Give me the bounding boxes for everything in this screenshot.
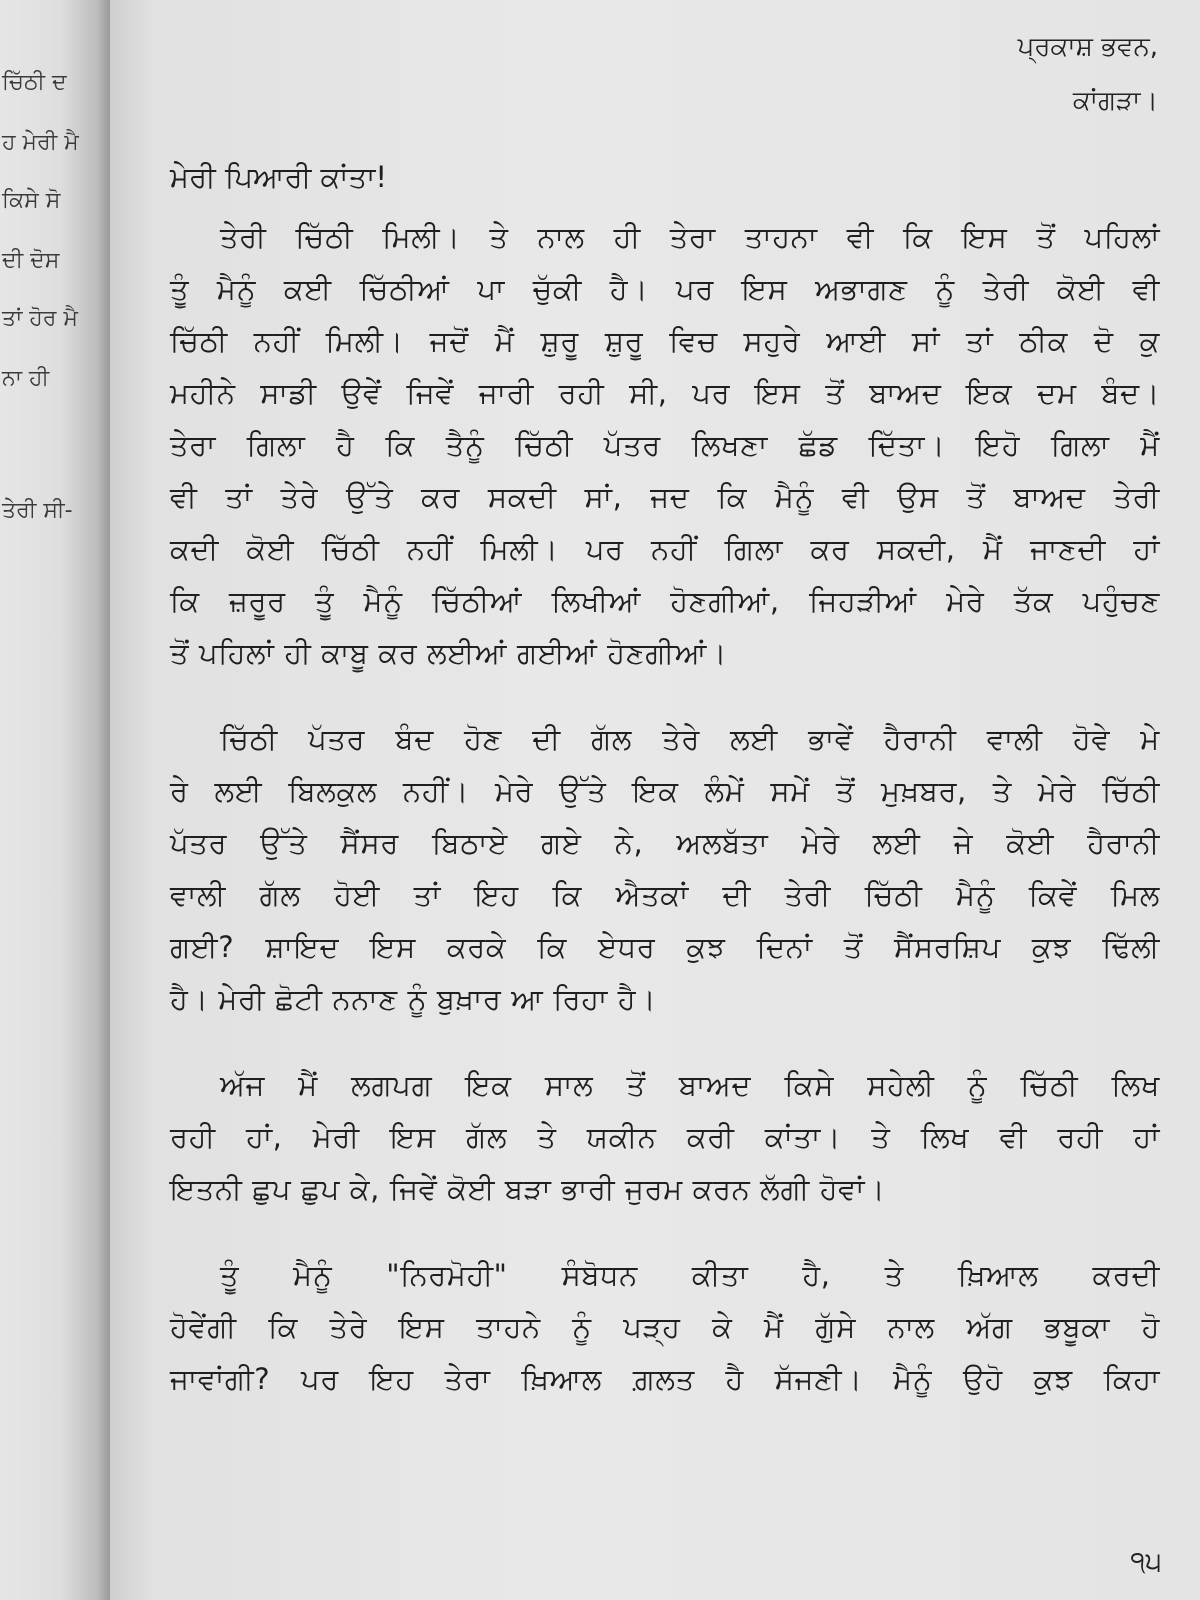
paragraph-3-line: ਅੱਜ ਮੈਂ ਲਗਪਗ ਇਕ ਸਾਲ ਤੋਂ ਬਾਅਦ ਕਿਸੇ ਸਹੇਲੀ ਨੂੰ ਚਿੱਠੀ ਲਿਖ bbox=[220, 1068, 1160, 1102]
page-number: ੧੫ bbox=[1130, 1545, 1162, 1578]
paragraph-4-line: ਤੂੰ ਮੈਨੂੰ "ਨਿਰਮੋਹੀ" ਸੰਬੋਧਨ ਕੀਤਾ ਹੈ, ਤੇ ਖ਼ਿਆਲ ਕਰਦੀ bbox=[220, 1258, 1160, 1292]
paragraph-1-line: ਕਦੀ ਕੋਈ ਚਿੱਠੀ ਨਹੀਂ ਮਿਲੀ। ਪਰ ਨਹੀਂ ਗਿਲਾ ਕਰ ਸਕਦੀ, ਮੈਂ ਜਾਣਦੀ ਹਾਂ bbox=[170, 532, 1160, 566]
paragraph-3-line: ਰਹੀ ਹਾਂ, ਮੇਰੀ ਇਸ ਗੱਲ ਤੇ ਯਕੀਨ ਕਰੀ ਕਾਂਤਾ। ਤੇ ਲਿਖ ਵੀ ਰਹੀ ਹਾਂ bbox=[170, 1120, 1160, 1154]
paragraph-1-line: ਕਿ ਜ਼ਰੂਰ ਤੂੰ ਮੈਨੂੰ ਚਿੱਠੀਆਂ ਲਿਖੀਆਂ ਹੋਣਗੀਆਂ, ਜਿਹੜੀਆਂ ਮੇਰੇ ਤੱਕ ਪਹੁੰਚਣ bbox=[170, 584, 1160, 618]
left-page-fragment: ਤਾਂ ਹੋਰ ਮੈ bbox=[2, 306, 78, 331]
sender-address-line-1: ਪ੍ਰਕਾਸ਼ ਭਵਨ, bbox=[1017, 32, 1158, 62]
left-page-fragment: ਦੀ ਦੋਸ bbox=[2, 248, 60, 273]
paragraph-3-line: ਇਤਨੀ ਛੁਪ ਛੁਪ ਕੇ, ਜਿਵੇਂ ਕੋਈ ਬੜਾ ਭਾਰੀ ਜੁਰਮ ਕਰਨ ਲੱਗੀ ਹੋਵਾਂ। bbox=[170, 1172, 886, 1206]
paragraph-1-line: ਤੇਰੀ ਚਿੱਠੀ ਮਿਲੀ। ਤੇ ਨਾਲ ਹੀ ਤੇਰਾ ਤਾਹਨਾ ਵੀ ਕਿ ਇਸ ਤੋਂ ਪਹਿਲਾਂ bbox=[220, 220, 1160, 254]
paragraph-1-line: ਮਹੀਨੇ ਸਾਡੀ ਉਵੇਂ ਜਿਵੇਂ ਜਾਰੀ ਰਹੀ ਸੀ, ਪਰ ਇਸ ਤੋਂ ਬਾਅਦ ਇਕ ਦਮ ਬੰਦ। bbox=[170, 376, 1160, 410]
paragraph-1-line: ਤੇਰਾ ਗਿਲਾ ਹੈ ਕਿ ਤੈਨੂੰ ਚਿੱਠੀ ਪੱਤਰ ਲਿਖਣਾ ਛੱਡ ਦਿੱਤਾ। ਇਹੋ ਗਿਲਾ ਮੈਂ bbox=[170, 428, 1160, 462]
letter-salutation: ਮੇਰੀ ਪਿਆਰੀ ਕਾਂਤਾ! bbox=[170, 160, 387, 194]
left-page-edge bbox=[0, 0, 110, 1600]
left-page-fragment: ਤੇਰੀ ਸੀ- bbox=[2, 498, 73, 523]
left-page-fragment: ਨਾ ਹੀ bbox=[2, 366, 50, 391]
paragraph-1-line: ਤੋਂ ਪਹਿਲਾਂ ਹੀ ਕਾਬੂ ਕਰ ਲਈਆਂ ਗਈਆਂ ਹੋਣਗੀਆਂ। bbox=[170, 636, 728, 670]
paragraph-2-line: ਚਿੱਠੀ ਪੱਤਰ ਬੰਦ ਹੋਣ ਦੀ ਗੱਲ ਤੇਰੇ ਲਈ ਭਾਵੇਂ ਹੈਰਾਨੀ ਵਾਲੀ ਹੋਵੇ ਮੇ bbox=[220, 722, 1160, 756]
paragraph-1-line: ਵੀ ਤਾਂ ਤੇਰੇ ਉੱਤੇ ਕਰ ਸਕਦੀ ਸਾਂ, ਜਦ ਕਿ ਮੈਨੂੰ ਵੀ ਉਸ ਤੋਂ ਬਾਅਦ ਤੇਰੀ bbox=[170, 480, 1160, 514]
sender-address-line-2: ਕਾਂਗੜਾ। bbox=[1072, 86, 1158, 116]
paragraph-2-line: ਵਾਲੀ ਗੱਲ ਹੋਈ ਤਾਂ ਇਹ ਕਿ ਐਤਕਾਂ ਦੀ ਤੇਰੀ ਚਿੱਠੀ ਮੈਨੂੰ ਕਿਵੇਂ ਮਿਲ bbox=[170, 878, 1160, 912]
left-page-fragment: ਹ ਮੇਰੀ ਮੈ bbox=[2, 130, 79, 155]
paragraph-2-line: ਪੱਤਰ ਉੱਤੇ ਸੈਂਸਰ ਬਿਠਾਏ ਗਏ ਨੇ, ਅਲਬੱਤਾ ਮੇਰੇ ਲਈ ਜੇ ਕੋਈ ਹੈਰਾਨੀ bbox=[170, 826, 1160, 860]
paragraph-2-line: ਹੈ। ਮੇਰੀ ਛੋਟੀ ਨਨਾਣ ਨੂੰ ਬੁਖ਼ਾਰ ਆ ਰਿਹਾ ਹੈ। bbox=[170, 982, 657, 1016]
paragraph-2-line: ਰੇ ਲਈ ਬਿਲਕੁਲ ਨਹੀਂ। ਮੇਰੇ ਉੱਤੇ ਇਕ ਲੰਮੇਂ ਸਮੇਂ ਤੋਂ ਮੁਖ਼ਬਰ, ਤੇ ਮੇਰੇ ਚਿੱਠੀ bbox=[170, 774, 1160, 808]
left-page-fragment: ਚਿੱਠੀ ਦ bbox=[2, 70, 67, 95]
paragraph-4-line: ਹੋਵੇਂਗੀ ਕਿ ਤੇਰੇ ਇਸ ਤਾਹਨੇ ਨੂੰ ਪੜ੍ਹ ਕੇ ਮੈਂ ਗੁੱਸੇ ਨਾਲ ਅੱਗ ਭਬੂਕਾ ਹੋ bbox=[170, 1310, 1160, 1344]
paragraph-1-line: ਤੂੰ ਮੈਨੂੰ ਕਈ ਚਿੱਠੀਆਂ ਪਾ ਚੁੱਕੀ ਹੈ। ਪਰ ਇਸ ਅਭਾਗਣ ਨੂੰ ਤੇਰੀ ਕੋਈ ਵੀ bbox=[170, 272, 1160, 306]
paragraph-2-line: ਗਈ? ਸ਼ਾਇਦ ਇਸ ਕਰਕੇ ਕਿ ਏਧਰ ਕੁਝ ਦਿਨਾਂ ਤੋਂ ਸੈਂਸਰਸ਼ਿਪ ਕੁਝ ਢਿੱਲੀ bbox=[170, 930, 1160, 964]
paragraph-1-line: ਚਿੱਠੀ ਨਹੀਂ ਮਿਲੀ। ਜਦੋਂ ਮੈਂ ਸ਼ੁਰੂ ਸ਼ੁਰੂ ਵਿਚ ਸਹੁਰੇ ਆਈ ਸਾਂ ਤਾਂ ਠੀਕ ਦੋ ਕੁ bbox=[170, 324, 1160, 358]
left-page-fragment: ਕਿਸੇ ਸੋ bbox=[2, 188, 61, 213]
paragraph-4-line: ਜਾਵਾਂਗੀ? ਪਰ ਇਹ ਤੇਰਾ ਖ਼ਿਆਲ ਗ਼ਲਤ ਹੈ ਸੱਜਣੀ। ਮੈਨੂੰ ਉਹੋ ਕੁਝ ਕਿਹਾ bbox=[170, 1362, 1160, 1396]
